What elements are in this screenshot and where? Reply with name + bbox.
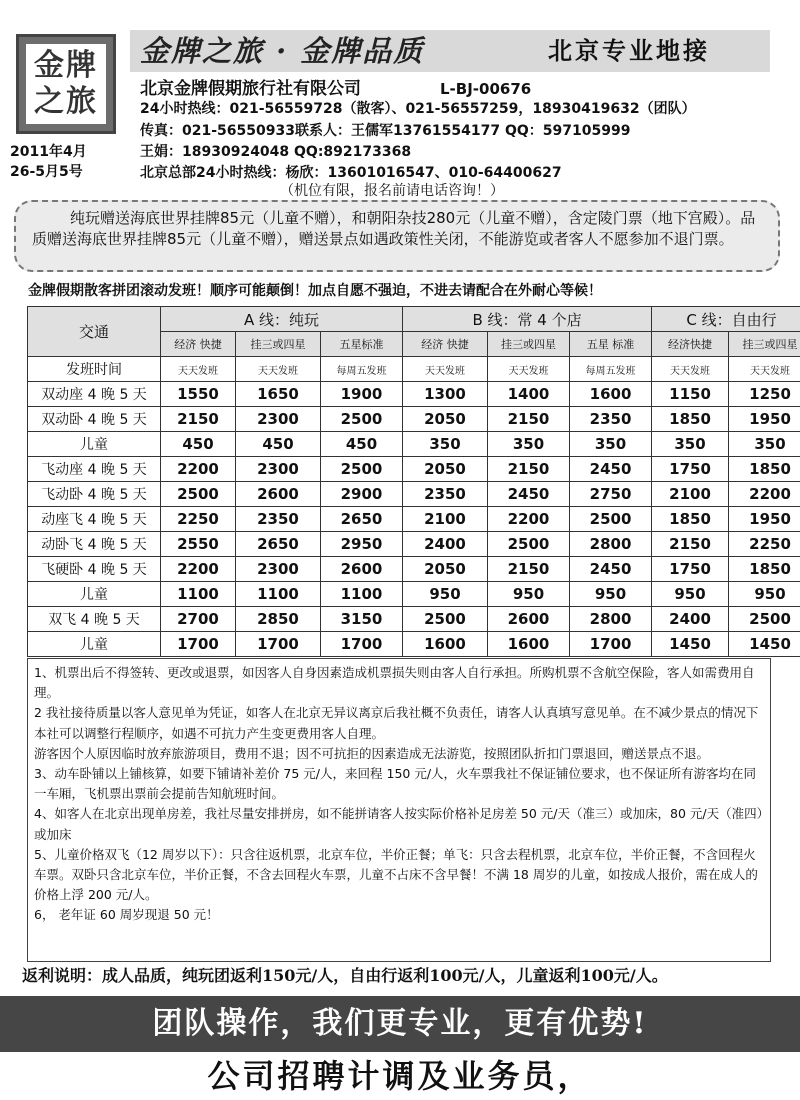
price-cell: 2600 <box>321 557 403 582</box>
price-row <box>28 407 800 432</box>
price-row <box>28 457 800 482</box>
price-cell: 2200 <box>161 457 236 482</box>
price-cell: 2150 <box>652 532 729 557</box>
price-cell: 2950 <box>321 532 403 557</box>
route-label: 双动卧 4 晚 5 天 <box>28 407 161 432</box>
team-slogan-bar: 团队操作，我们更专业，更有优势! <box>0 996 800 1052</box>
term-item: 4、如客人在北京出现单房差，我社尽量安排拼房，如不能拼请客人按实际价格补足房差 50 元/天（准三）或加床，80 元/天（准四）或加床 <box>34 806 763 842</box>
line-c-header: C 线：自由行 <box>652 307 800 332</box>
price-cell: 1600 <box>403 632 488 657</box>
tier-header: 经济 快捷 <box>161 332 236 357</box>
price-table <box>27 306 800 657</box>
tier-header: 经济 快捷 <box>403 332 488 357</box>
price-cell: 2150 <box>488 407 570 432</box>
price-cell: 1750 <box>652 557 729 582</box>
term-item: 6， 老年证 60 周岁现退 50 元！ <box>34 907 219 923</box>
price-cell: 2250 <box>161 507 236 532</box>
depart-label: 发班时间 <box>28 357 161 382</box>
tier-header: 五星 标准 <box>570 332 652 357</box>
price-cell: 2050 <box>403 407 488 432</box>
tier-header: 经济快捷 <box>652 332 729 357</box>
term-item: 3、动车卧铺以上铺核算，如要下铺请补差价 75 元/人，来回程 150 元/人，火车票我社不保证铺位要求，也不保证所有游客均在同一车厢，飞机票出票前会提前告知航班时间。 <box>34 766 757 802</box>
tier-header: 挂三或四星 <box>488 332 570 357</box>
price-cell: 1450 <box>729 632 800 657</box>
departure-schedule: 每周五发班 <box>321 357 403 382</box>
price-cell: 1750 <box>652 457 729 482</box>
price-cell: 2300 <box>236 407 321 432</box>
price-cell: 2050 <box>403 457 488 482</box>
price-cell: 2400 <box>652 607 729 632</box>
route-label: 儿童 <box>28 432 161 457</box>
price-cell: 2900 <box>321 482 403 507</box>
term-item: 1、机票出后不得签转、更改或退票，如因客人自身因素造成机票损失则由客人自行承担。所购机票不含航空保险，客人如需费用自理。 <box>34 665 755 701</box>
departure-schedule: 天天发班 <box>161 357 236 382</box>
price-cell: 2650 <box>236 532 321 557</box>
term-item: 游客因个人原因临时放弃旅游项目，费用不退；因不可抗拒的因素造成无法游览，按照团队折扣门票退回，赠送景点不退。 <box>34 745 710 761</box>
price-cell: 2200 <box>729 482 800 507</box>
route-label: 双动座 4 晚 5 天 <box>28 382 161 407</box>
price-cell: 350 <box>488 432 570 457</box>
price-cell: 2350 <box>236 507 321 532</box>
price-cell: 2050 <box>403 557 488 582</box>
route-label: 动卧飞 4 晚 5 天 <box>28 532 161 557</box>
price-cell: 2200 <box>488 507 570 532</box>
price-row <box>28 582 800 607</box>
price-cell: 2500 <box>729 607 800 632</box>
price-cell: 350 <box>729 432 800 457</box>
date-line-2: 26-5月5号 <box>10 164 83 180</box>
price-row <box>28 382 800 407</box>
departure-schedule: 天天发班 <box>652 357 729 382</box>
price-cell: 950 <box>403 582 488 607</box>
price-cell: 450 <box>321 432 403 457</box>
company-name: 北京金牌假期旅行社有限公司 <box>140 79 361 99</box>
term-item: 2 我社接待质量以客人意见单为凭证，如客人在北京无异议离京后我社概不负责任，请客人认真填写意见单。在不减少景点的情况下本社可以调整行程顺序，如遇不可抗力产生变更费用客人自理。 <box>34 705 759 741</box>
price-cell: 3150 <box>321 607 403 632</box>
gift-text: 纯玩赠送海底世界挂牌85元（儿童不赠），和朝阳杂技280元（儿童不赠），含定陵门票（地下宫殿）。品质赠送海底世界挂牌85元（儿童不赠），赠送景点如遇政策性关闭，不能游览或者客人不愿参加不退门票。 <box>32 209 756 248</box>
line-b-header: B 线：常 4 个店 <box>403 307 652 332</box>
price-cell: 1850 <box>729 557 800 582</box>
price-cell: 2250 <box>729 532 800 557</box>
group-notice: 金牌假期散客拼团滚动发班！顺序可能颠倒！加点自愿不强迫，不进去请配合在外耐心等候！ <box>28 283 602 299</box>
price-cell: 2700 <box>161 607 236 632</box>
price-cell: 350 <box>652 432 729 457</box>
price-cell: 1100 <box>161 582 236 607</box>
price-cell: 1250 <box>729 382 800 407</box>
fax-contact: 传真：021-56550933联系人：王儒军13761554177 QQ：597105999 <box>140 123 631 139</box>
price-cell: 1850 <box>652 507 729 532</box>
price-row <box>28 532 800 557</box>
price-cell: 2200 <box>161 557 236 582</box>
route-label: 儿童 <box>28 582 161 607</box>
departure-schedule: 天天发班 <box>488 357 570 382</box>
seat-limit-note: （机位有限，报名前请电话咨询！） <box>280 183 504 199</box>
price-cell: 2500 <box>161 482 236 507</box>
price-cell: 1650 <box>236 382 321 407</box>
gift-box <box>14 200 780 272</box>
hotline: 24小时热线：021-56559728（散客）、021-56557259，18930419632（团队） <box>140 101 696 117</box>
price-cell: 1700 <box>321 632 403 657</box>
price-cell: 2750 <box>570 482 652 507</box>
price-row <box>28 632 800 657</box>
route-label: 儿童 <box>28 632 161 657</box>
term-item: 5、儿童价格双飞（12 周岁以下）：只含往返机票，北京车位，半价正餐；单飞：只含去程机票，北京车位，半价正餐，不含回程火车票。双卧只含北京车位，半价正餐，不含去回程火车票，儿童不占床不含早餐！不满 18 周岁的儿童，如按成人报价，需在成人的价格上浮 200 元/人。 <box>34 846 758 903</box>
license-number: L-BJ-00676 <box>440 80 532 98</box>
price-cell: 1450 <box>652 632 729 657</box>
price-cell: 2300 <box>236 457 321 482</box>
price-cell: 2500 <box>488 532 570 557</box>
departure-schedule: 每周五发班 <box>570 357 652 382</box>
price-row <box>28 432 800 457</box>
price-cell: 1400 <box>488 382 570 407</box>
price-cell: 2450 <box>488 482 570 507</box>
tier-header: 挂三或四星 <box>236 332 321 357</box>
price-cell: 1300 <box>403 382 488 407</box>
company-logo <box>16 34 116 134</box>
price-row <box>28 507 800 532</box>
price-cell: 350 <box>403 432 488 457</box>
price-cell: 2100 <box>652 482 729 507</box>
price-cell: 1950 <box>729 507 800 532</box>
price-cell: 950 <box>488 582 570 607</box>
tier-header: 五星标准 <box>321 332 403 357</box>
price-cell: 2650 <box>321 507 403 532</box>
route-label: 飞动卧 4 晚 5 天 <box>28 482 161 507</box>
price-cell: 2450 <box>570 557 652 582</box>
route-label: 动座飞 4 晚 5 天 <box>28 507 161 532</box>
logo-text-bottom: 之旅 <box>34 84 98 119</box>
price-cell: 1100 <box>321 582 403 607</box>
price-cell: 1900 <box>321 382 403 407</box>
price-row <box>28 482 800 507</box>
price-cell: 2400 <box>403 532 488 557</box>
price-cell: 2850 <box>236 607 321 632</box>
beijing-ground-slogan: 北京专业地接 <box>548 37 710 65</box>
date-line-1: 2011年4月 <box>10 144 87 160</box>
price-cell: 2500 <box>321 407 403 432</box>
price-cell: 950 <box>729 582 800 607</box>
price-cell: 1600 <box>570 382 652 407</box>
price-cell: 350 <box>570 432 652 457</box>
price-cell: 2350 <box>570 407 652 432</box>
recruitment-text: 公司招聘计调及业务员， <box>207 1057 593 1095</box>
price-cell: 2350 <box>403 482 488 507</box>
departure-schedule: 天天发班 <box>729 357 800 382</box>
departure-schedule: 天天发班 <box>236 357 321 382</box>
price-cell: 2600 <box>236 482 321 507</box>
line-a-header: A 线：纯玩 <box>161 307 403 332</box>
price-cell: 1950 <box>729 407 800 432</box>
price-cell: 1100 <box>236 582 321 607</box>
logo-text-top: 金牌 <box>34 48 98 83</box>
price-cell: 950 <box>652 582 729 607</box>
price-cell: 1700 <box>161 632 236 657</box>
price-cell: 1150 <box>652 382 729 407</box>
traffic-header: 交通 <box>28 307 161 357</box>
price-cell: 2600 <box>488 607 570 632</box>
price-cell: 1700 <box>236 632 321 657</box>
price-cell: 2800 <box>570 532 652 557</box>
price-cell: 2150 <box>488 557 570 582</box>
price-row <box>28 607 800 632</box>
route-label: 飞动座 4 晚 5 天 <box>28 457 161 482</box>
price-cell: 1700 <box>570 632 652 657</box>
tier-header: 挂三或四星 <box>729 332 800 357</box>
price-cell: 2800 <box>570 607 652 632</box>
price-cell: 1850 <box>729 457 800 482</box>
route-label: 双飞 4 晚 5 天 <box>28 607 161 632</box>
price-cell: 450 <box>161 432 236 457</box>
price-row <box>28 557 800 582</box>
price-cell: 2450 <box>570 457 652 482</box>
price-cell: 2500 <box>321 457 403 482</box>
price-cell: 1550 <box>161 382 236 407</box>
price-cell: 1600 <box>488 632 570 657</box>
price-cell: 1850 <box>652 407 729 432</box>
terms-box <box>27 658 771 962</box>
price-cell: 2150 <box>488 457 570 482</box>
route-label: 飞硬卧 4 晚 5 天 <box>28 557 161 582</box>
price-cell: 2100 <box>403 507 488 532</box>
price-cell: 2500 <box>403 607 488 632</box>
price-cell: 2150 <box>161 407 236 432</box>
brand-slogan: 金牌之旅 · 金牌品质 <box>140 34 425 68</box>
price-cell: 2550 <box>161 532 236 557</box>
contact-wangjuan: 王娟：18930924048 QQ:892173368 <box>140 144 412 160</box>
departure-schedule: 天天发班 <box>403 357 488 382</box>
price-cell: 450 <box>236 432 321 457</box>
price-cell: 950 <box>570 582 652 607</box>
price-cell: 2300 <box>236 557 321 582</box>
rebate-note: 返利说明：成人品质，纯玩团返利150元/人，自由行返利100元/人，儿童返利100元/人。 <box>22 966 668 985</box>
price-cell: 2500 <box>570 507 652 532</box>
beijing-hotline: 北京总部24小时热线：杨欣：13601016547、010-64400627 <box>140 165 562 181</box>
